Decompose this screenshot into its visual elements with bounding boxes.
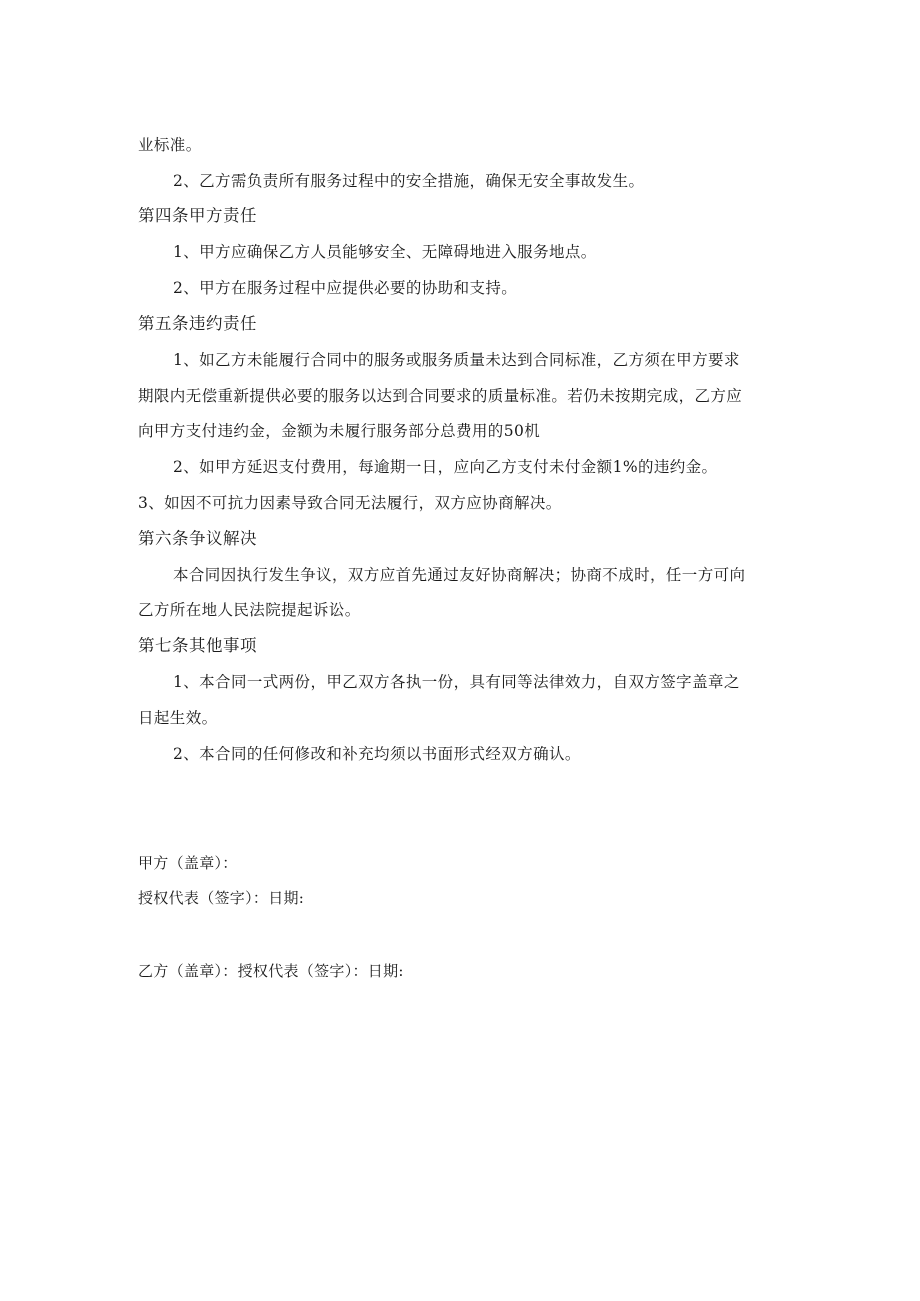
paragraph-line: 业标准。 — [138, 136, 202, 154]
section-heading-article-4: 第四条甲方责任 — [138, 206, 257, 225]
section-heading-article-7: 第七条其他事项 — [138, 636, 257, 655]
paragraph-line: 本合同因执行发生争议，双方应首先通过友好协商解决；协商不成时，任一方可向 — [173, 566, 746, 584]
section-heading-article-6: 第六条争议解决 — [138, 529, 257, 548]
paragraph-line: 3、如因不可抗力因素导致合同无法履行，双方应协商解决。 — [138, 494, 562, 512]
paragraph-line: 2、甲方在服务过程中应提供必要的协助和支持。 — [173, 279, 518, 297]
party-b-signature-line: 乙方（盖章）：授权代表（签字）：日期: — [138, 962, 404, 980]
party-a-seal-line: 甲方（盖章）： — [138, 854, 238, 872]
paragraph-line: 日起生效。 — [138, 709, 218, 727]
paragraph-line: 期限内无偿重新提供必要的服务以达到合同要求的质量标准。若仍未按期完成，乙方应 — [138, 387, 743, 405]
paragraph-line: 2、本合同的任何修改和补充均须以书面形式经双方确认。 — [173, 745, 581, 763]
paragraph-line: 1、如乙方未能履行合同中的服务或服务质量未达到合同标准，乙方须在甲方要求 — [173, 351, 740, 369]
paragraph-line: 1、本合同一式两份，甲乙双方各执一份，具有同等法律效力，自双方签字盖章之 — [173, 673, 740, 691]
paragraph-line: 乙方所在地人民法院提起诉讼。 — [138, 601, 361, 619]
paragraph-line: 2、如甲方延迟支付费用，每逾期一日，应向乙方支付未付金额1%的违约金。 — [173, 458, 718, 476]
paragraph-line: 向甲方支付违约金，金额为未履行服务部分总费用的50机 — [138, 422, 541, 440]
section-heading-article-5: 第五条违约责任 — [138, 314, 257, 333]
paragraph-line: 2、乙方需负责所有服务过程中的安全措施，确保无安全事故发生。 — [173, 172, 645, 190]
party-a-representative-date-line: 授权代表（签字）：日期: — [138, 889, 305, 907]
paragraph-line: 1、甲方应确保乙方人员能够安全、无障碍地进入服务地点。 — [173, 243, 597, 261]
